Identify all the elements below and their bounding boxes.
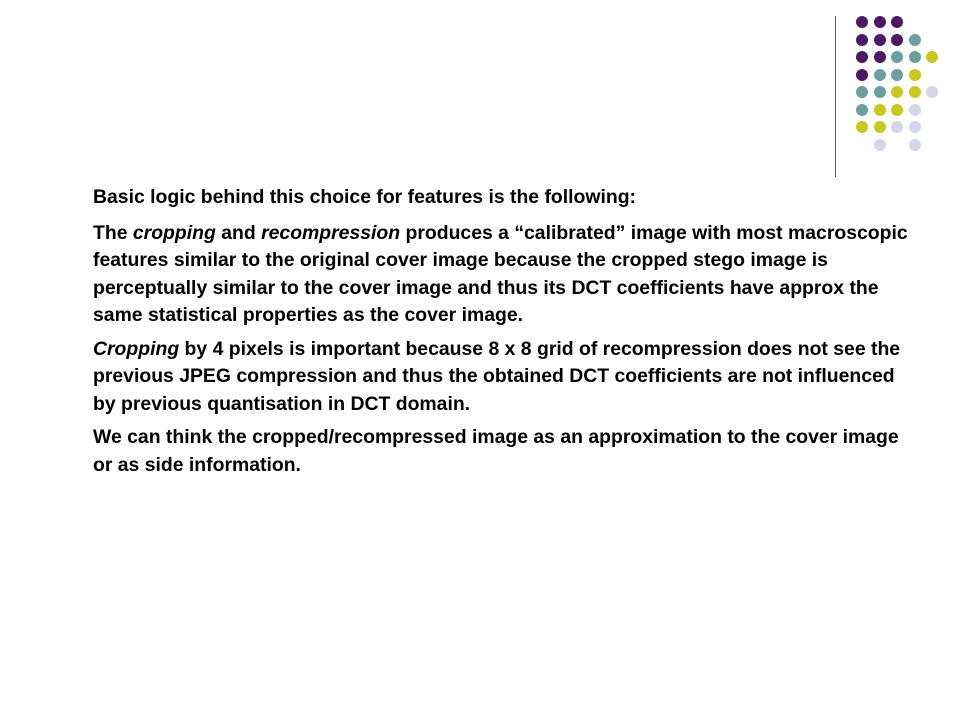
decorative-divider-line (835, 16, 836, 177)
p1-text-3: produces a “calibrated” image with most macroscopic features similar to the original cover image because the cropped stego image is perceptually similar to the cover image and thus its DCT coefficients have approx the same statistical properties as the cover image. (93, 221, 908, 326)
decorative-dot (874, 104, 886, 116)
decorative-dot (874, 34, 886, 46)
decorative-dot (909, 51, 921, 63)
decorative-dot (874, 121, 886, 133)
decorative-dot (874, 51, 886, 63)
decorative-dot (909, 139, 921, 151)
decorative-dot (909, 86, 921, 98)
decorative-dot (909, 121, 921, 133)
decorative-dot (856, 121, 868, 133)
decorative-dot (891, 16, 903, 28)
decorative-dot (856, 34, 868, 46)
decorative-dot (856, 16, 868, 28)
decorative-dot (874, 69, 886, 81)
slide-body (93, 184, 913, 485)
p1-text-1: The (93, 221, 133, 244)
p1-italic-cropping: cropping (132, 221, 216, 244)
paragraph-approximation: We can think the cropped/recompressed image as an approximation to the cover image or as side information. (93, 426, 899, 476)
paragraph-cropping (93, 336, 913, 419)
decorative-dot (909, 34, 921, 46)
decorative-dot (909, 69, 921, 81)
decorative-dot (874, 86, 886, 98)
decorative-dot (891, 51, 903, 63)
heading-paragraph: Basic logic behind this choice for features is the following: (93, 186, 637, 208)
decorative-dot (891, 104, 903, 116)
decorative-dot (891, 121, 903, 133)
p1-text-2: and (215, 221, 262, 244)
decorative-dot (874, 139, 886, 151)
decorative-dot (926, 86, 938, 98)
paragraph-calibration (93, 220, 913, 330)
decorative-dot (856, 104, 868, 116)
decorative-dot (856, 86, 868, 98)
decorative-dot (891, 69, 903, 81)
decorative-dot (874, 16, 886, 28)
p2-text-1: by 4 pixels is important because 8 x 8 grid of recompression does not see the previous JPEG compression and thus the obtained DCT coefficients are not influenced by previous quantisation in DCT domain. (93, 337, 901, 415)
decorative-dot (926, 51, 938, 63)
decorative-dot (909, 104, 921, 116)
p1-italic-recompression: recompression (261, 221, 401, 244)
decorative-dot (891, 86, 903, 98)
decorative-dot (856, 69, 868, 81)
p2-italic-cropping: Cropping (93, 337, 180, 360)
decorative-dot (891, 34, 903, 46)
decorative-dot (856, 51, 868, 63)
